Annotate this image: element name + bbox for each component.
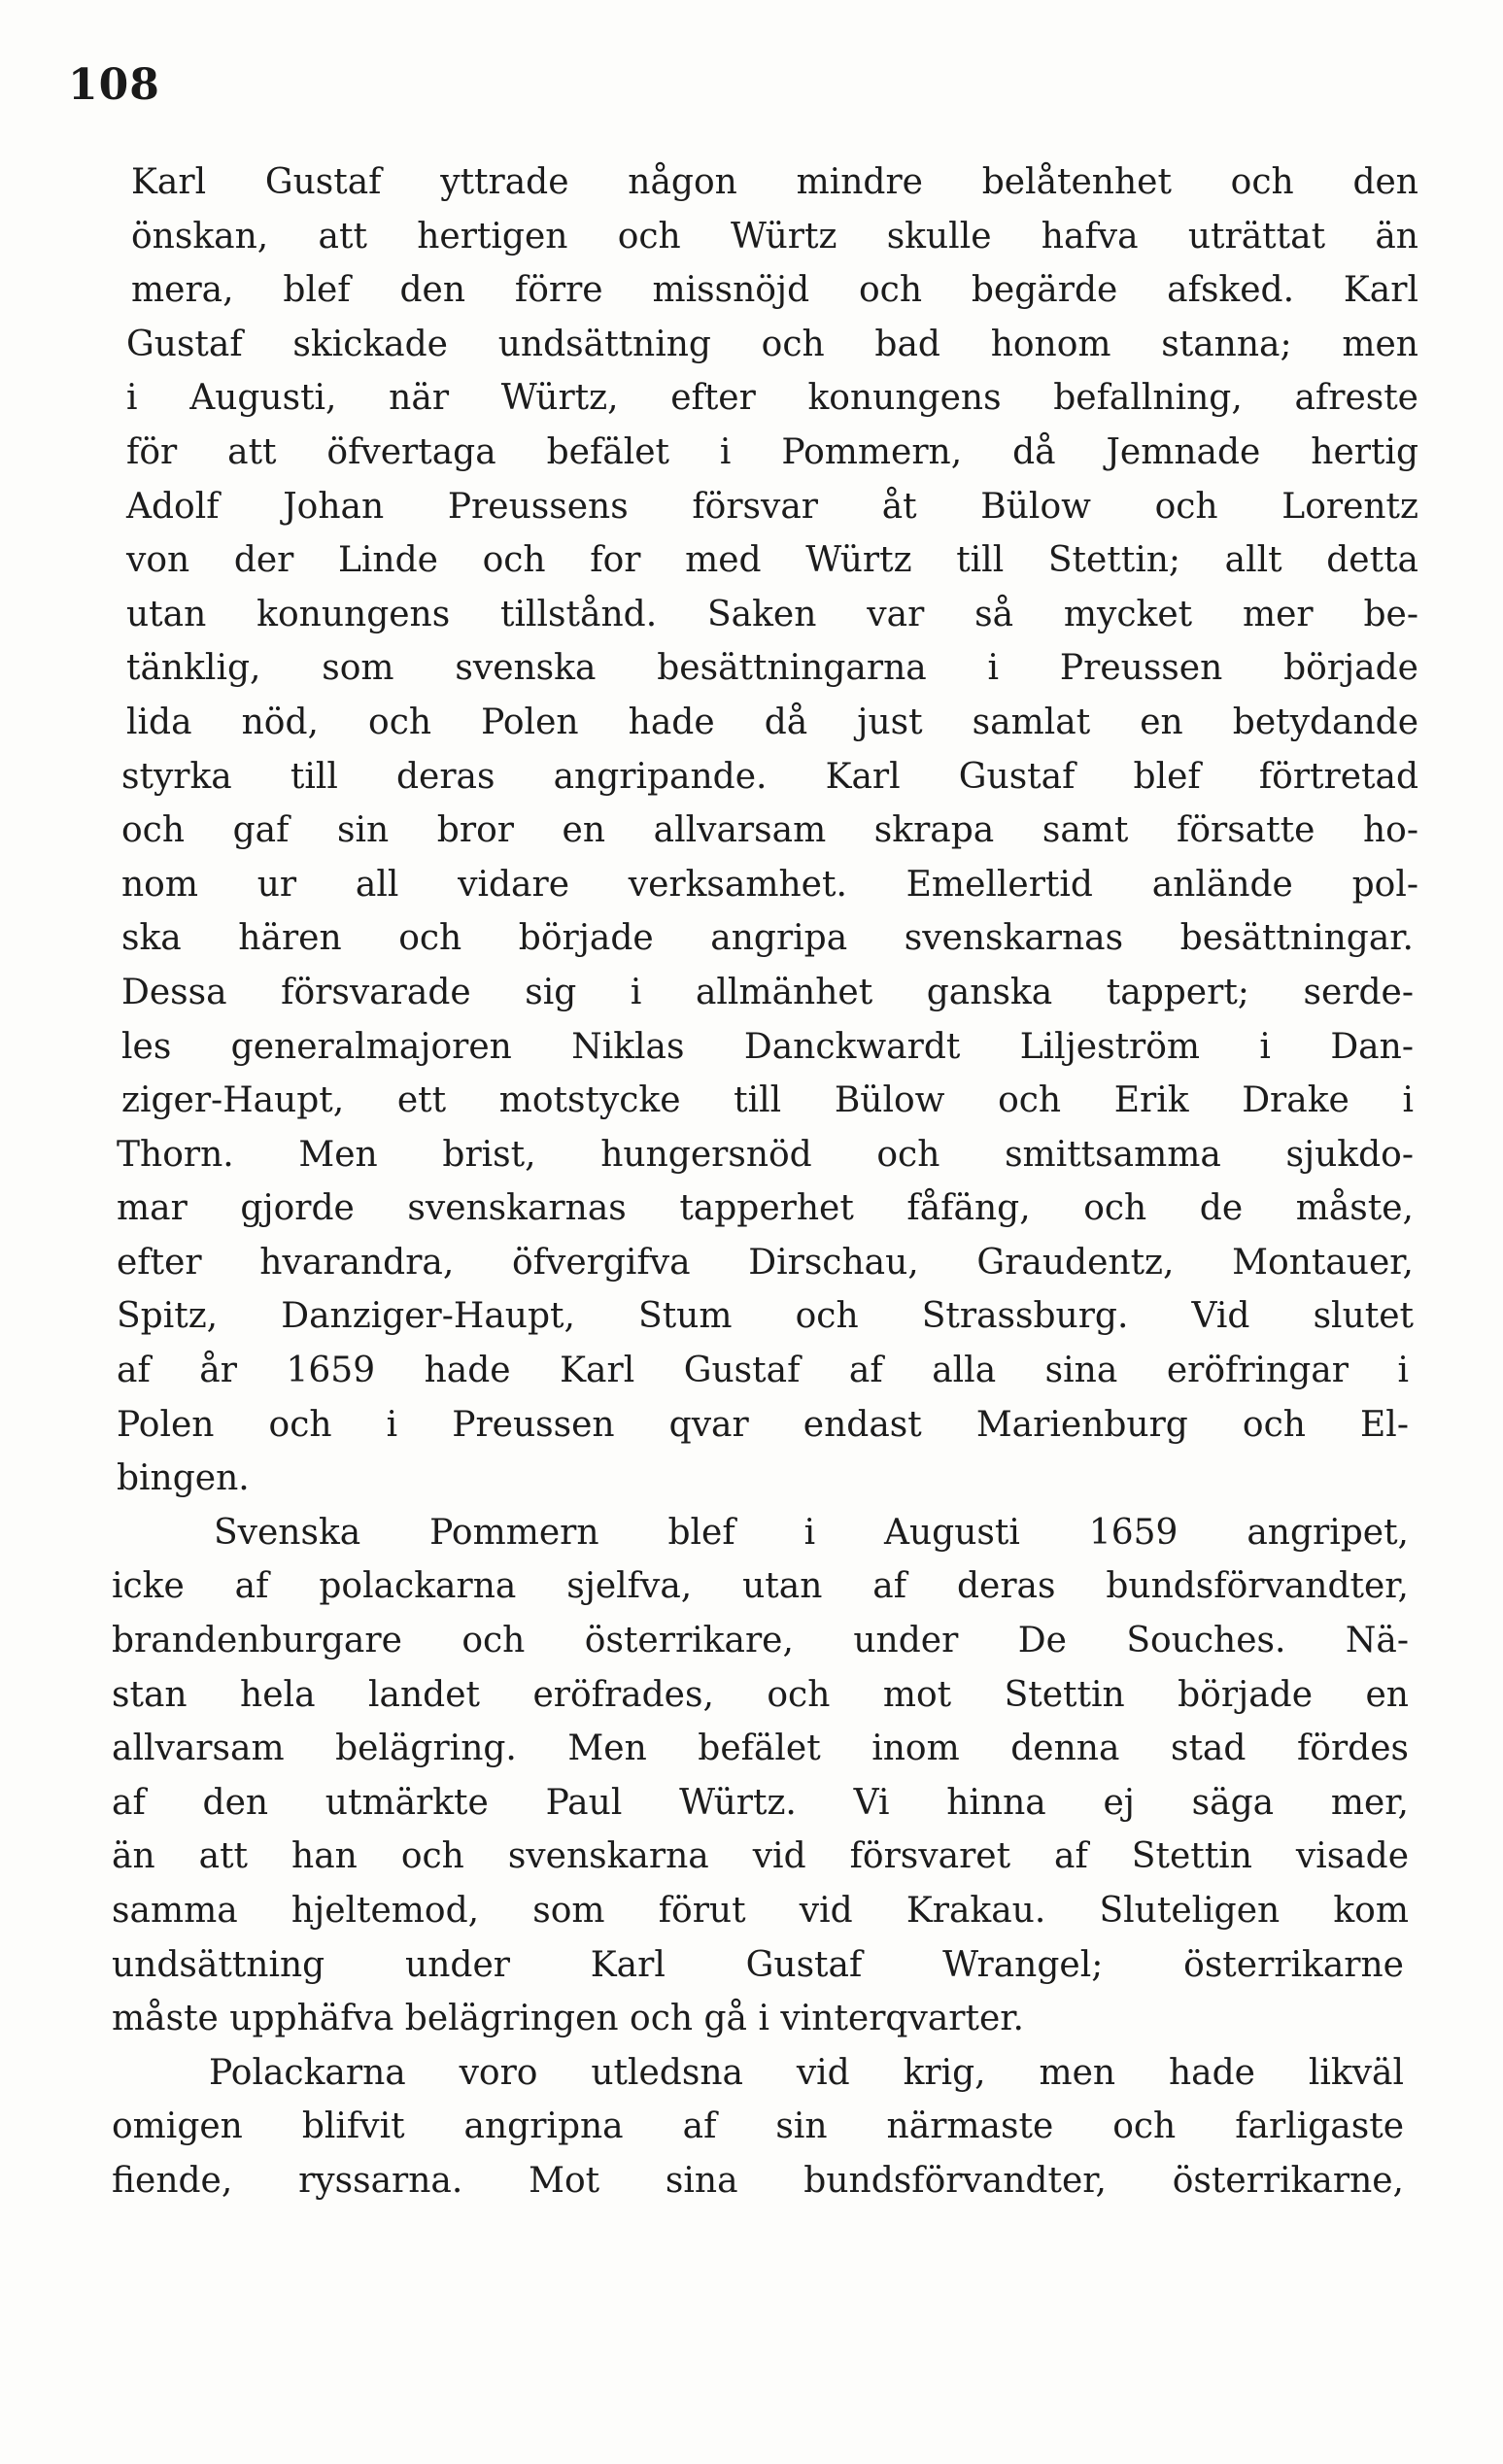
text-line: Adolf Johan Preussens försvar åt Bülow och Lorentz xyxy=(126,486,1418,527)
text-line: Spitz, Danziger-Haupt, Stum och Strassburg. Vid slutet xyxy=(117,1296,1414,1337)
text-line: styrka till deras angripande. Karl Gustaf blef förtretad xyxy=(121,756,1418,797)
text-line: Gustaf skickade undsättning och bad honom stanna; men xyxy=(126,324,1418,364)
text-line: efter hvarandra, öfvergifva Dirschau, Graudentz, Montauer, xyxy=(117,1242,1414,1283)
text-line-paragraph-start: Svenska Pommern blef i Augusti 1659 angripet, xyxy=(214,1512,1409,1553)
text-line: tänklig, som svenska besättningarna i Preussen började xyxy=(126,648,1418,689)
text-line: Thorn. Men brist, hungersnöd och smittsamma sjukdo- xyxy=(117,1134,1414,1175)
page-number: 108 xyxy=(68,60,160,110)
text-line: än att han och svenskarna vid försvaret af Stettin visade xyxy=(112,1836,1409,1877)
text-line: stan hela landet eröfrades, och mot Stettin började en xyxy=(112,1674,1409,1715)
text-line: les generalmajoren Niklas Danckwardt Liljeström i Dan- xyxy=(121,1026,1414,1067)
text-line: önskan, att hertigen och Würtz skulle hafva uträttat än xyxy=(131,216,1418,257)
body-text xyxy=(112,155,1418,2208)
text-line: omigen blifvit angripna af sin närmaste och farligaste xyxy=(112,2106,1404,2147)
text-line: allvarsam belägring. Men befälet inom denna stad fördes xyxy=(112,1728,1409,1769)
text-line: utan konungens tillstånd. Saken var så mycket mer be- xyxy=(126,594,1418,634)
text-line: fiende, ryssarna. Mot sina bundsförvandter, österrikarne, xyxy=(112,2160,1404,2201)
text-line: mera, blef den förre missnöjd och begärde afsked. Karl xyxy=(131,270,1418,311)
text-line: mar gjorde svenskarnas tapperhet fåfäng, och de måste, xyxy=(117,1188,1414,1229)
text-line: bingen. xyxy=(117,1458,250,1499)
text-line: nom ur all vidare verksamhet. Emellertid anlände pol- xyxy=(121,864,1418,905)
text-line: ska hären och började angripa svenskarnas besättningar. xyxy=(121,918,1414,959)
text-line: brandenburgare och österrikare, under De Souches. Nä- xyxy=(112,1621,1409,1661)
text-line: Dessa försvarade sig i allmänhet ganska tappert; serde- xyxy=(121,972,1414,1012)
text-line: måste upphäfva belägringen och gå i vinterqvarter. xyxy=(112,1999,1024,2039)
text-line: undsättning under Karl Gustaf Wrangel; österrikarne xyxy=(112,1944,1404,1985)
text-line: icke af polackarna sjelfva, utan af deras bundsförvandter, xyxy=(112,1566,1409,1607)
text-line: ziger-Haupt, ett motstycke till Bülow och Erik Drake i xyxy=(121,1080,1414,1121)
text-line: von der Linde och for med Würtz till Stettin; allt detta xyxy=(126,540,1418,581)
text-line: för att öfvertaga befälet i Pommern, då Jemnade hertig xyxy=(126,431,1418,472)
text-line: Karl Gustaf yttrade någon mindre belåtenhet och den xyxy=(131,162,1418,202)
text-line: lida nöd, och Polen hade då just samlat en betydande xyxy=(126,702,1418,742)
text-line: samma hjeltemod, som förut vid Krakau. Sluteligen kom xyxy=(112,1891,1409,1931)
text-line: i Augusti, när Würtz, efter konungens befallning, afreste xyxy=(126,378,1418,419)
text-line: och gaf sin bror en allvarsam skrapa samt försatte ho- xyxy=(121,810,1418,851)
text-line: af den utmärkte Paul Würtz. Vi hinna ej säga mer, xyxy=(112,1782,1409,1823)
text-line-paragraph-start: Polackarna voro utledsna vid krig, men hade likväl xyxy=(209,2052,1404,2093)
text-line: Polen och i Preussen qvar endast Marienburg och El- xyxy=(117,1404,1409,1445)
text-line: af år 1659 hade Karl Gustaf af alla sina eröfringar i xyxy=(117,1351,1409,1391)
